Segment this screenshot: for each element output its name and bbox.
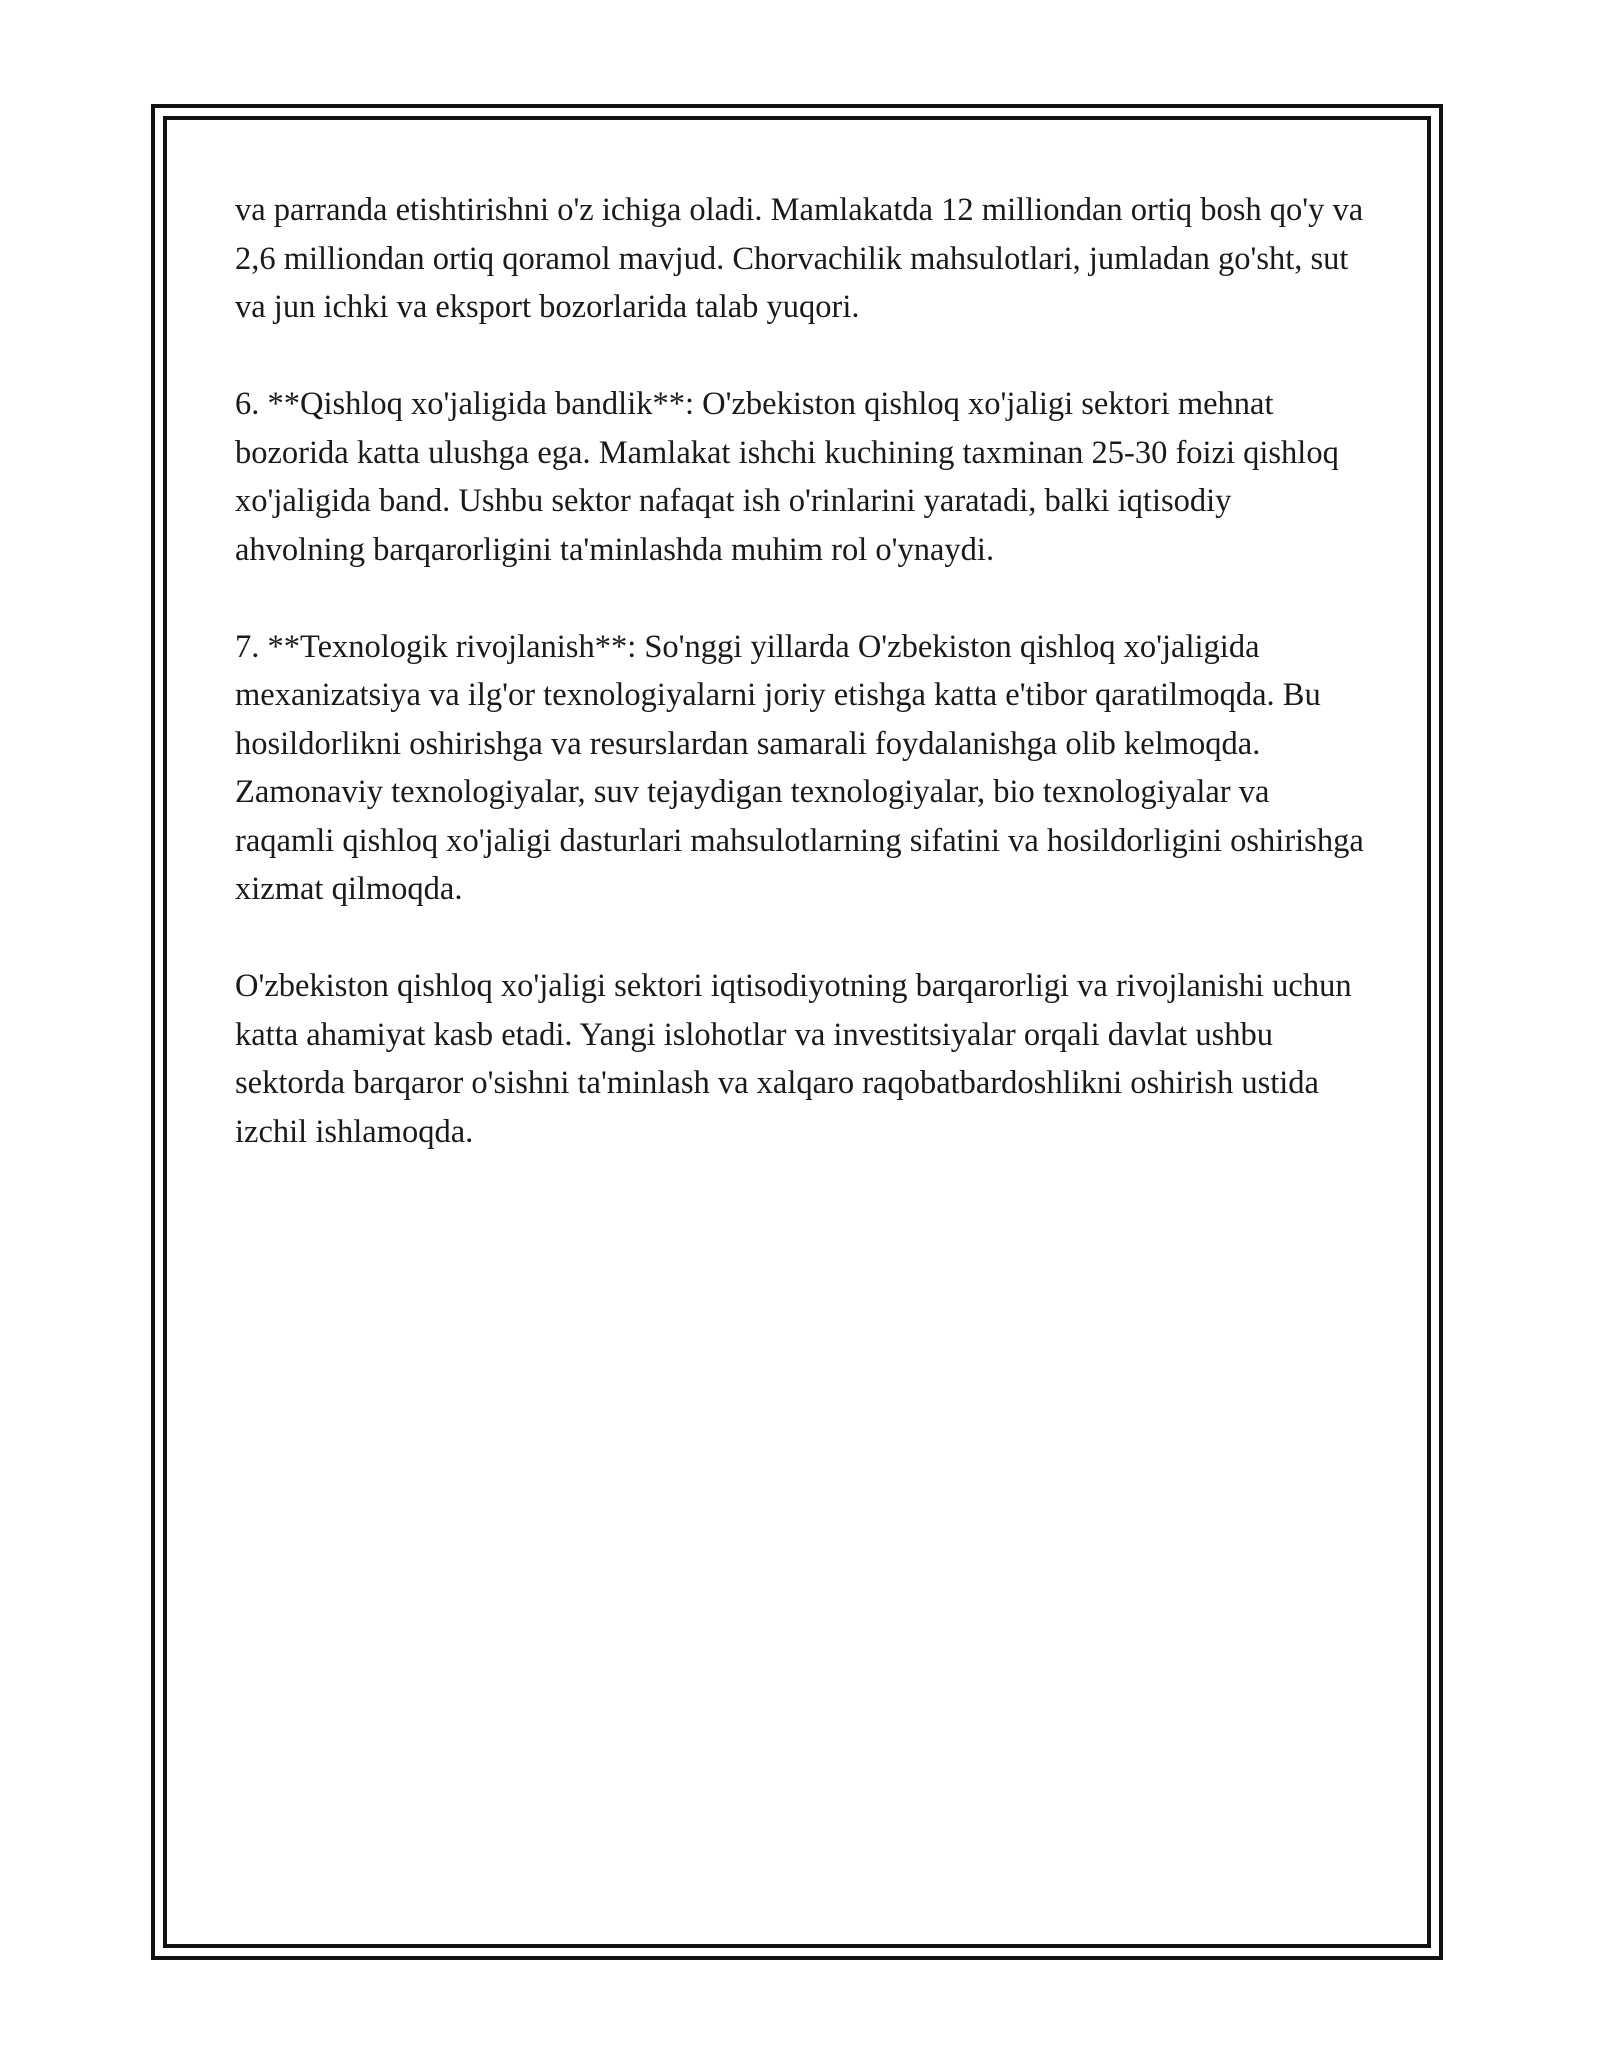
document-body	[235, 186, 1365, 1205]
paragraph-livestock: va parranda etishtirishni o'z ichiga oladi. Mamlakatda 12 milliondan ortiq bosh qo'y va 2,6 milliondan ortiq qoramol mavjud. Chorvachilik mahsulotlari, jumladan go'sht, sut va jun ichki va eksport bozorlarida talab yuqori.	[235, 192, 1364, 325]
paragraph-technology: 7. **Texnologik rivojlanish**: So'nggi yillarda O'zbekiston qishloq xo'jaligida mexanizatsiya va ilg'or texnologiyalarni joriy etishga katta e'tibor qaratilmoqda. Bu hosildorlikni oshirishga va resurslardan samarali foydalanishga olib kelmoqda. Zamonaviy texnologiyalar, suv tejaydigan texnologiyalar, bio texnologiyalar va raqamli qishloq xo'jaligi dasturlari mahsulotlarning sifatini va hosildorligini oshirishga xizmat qilmoqda.	[235, 628, 1364, 907]
paragraph-conclusion: O'zbekiston qishloq xo'jaligi sektori iqtisodiyotning barqarorligi va rivojlanishi uchun katta ahamiyat kasb etadi. Yangi islohotlar va investitsiyalar orqali davlat ushbu sektorda barqaror o'sishni ta'minlash va xalqaro raqobatbardoshlikni oshirish ustida izchil ishlamoqda.	[235, 968, 1352, 1150]
paragraph-employment: 6. **Qishloq xo'jaligida bandlik**: O'zbekiston qishloq xo'jaligi sektori mehnat bozorida katta ulushga ega. Mamlakat ishchi kuchining taxminan 25-30 foizi qishloq xo'jaligida band. Ushbu sektor nafaqat ish o'rinlarini yaratadi, balki iqtisodiy ahvolning barqarorligini ta'minlashda muhim rol o'ynaydi.	[235, 386, 1339, 568]
